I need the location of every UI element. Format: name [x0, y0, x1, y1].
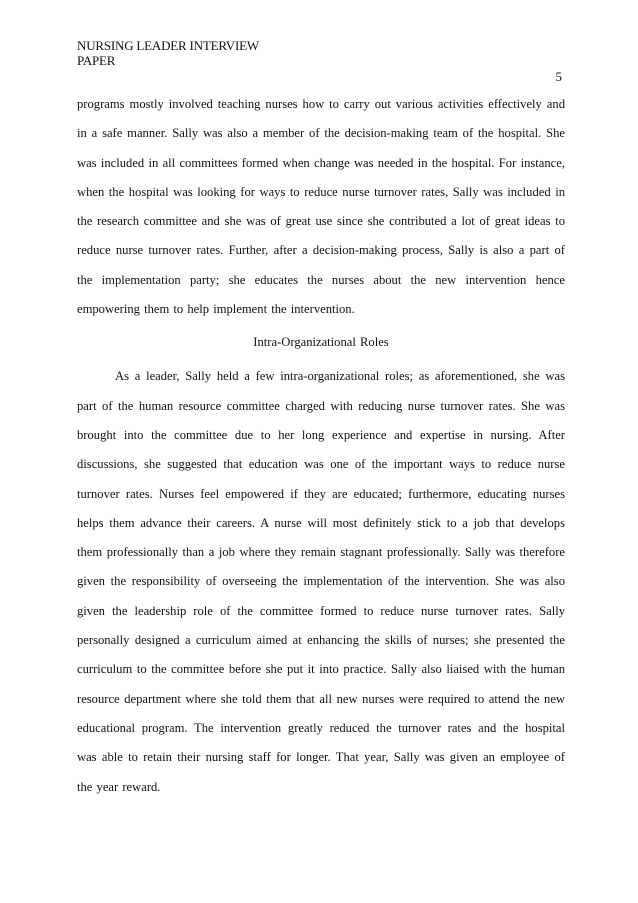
paragraph-line: the year reward. [77, 779, 161, 794]
paragraph-line: when the hospital was looking for ways to reduce nurse turnover rates, Sally was included in [77, 184, 565, 199]
paragraph-line: helps them advance their careers. A nurse will most definitely stick to a job that develops [77, 515, 565, 530]
paragraph-line: brought into the committee due to her long experience and expertise in nursing. After [77, 427, 565, 442]
paragraph-line: them professionally than a job where they remain stagnant professionally. Sally was therefore [77, 545, 565, 560]
paragraph-line: was included in all committees formed when change was needed in the hospital. For instance, [77, 155, 565, 170]
running-head [77, 38, 259, 68]
paragraph-line: given the leadership role of the committee formed to reduce nurse turnover rates. Sally [77, 603, 565, 618]
running-head-line-2: PAPER [77, 53, 116, 68]
paragraph-line: turnover rates. Nurses feel empowered if they are educated; furthermore, educating nurses [77, 486, 565, 501]
page-number: 5 [555, 69, 562, 84]
paragraph-line: programs mostly involved teaching nurses how to carry out various activities effectively and [77, 97, 565, 111]
body-text [77, 93, 565, 805]
paragraph-line: resource department where she told them that all new nurses were required to attend the new [77, 691, 565, 706]
paragraph-line: discussions, she suggested that education was one of the important ways to reduce nurse [77, 457, 565, 472]
paragraph-line: empowering them to help implement the intervention. [77, 302, 355, 317]
paragraph-line: reduce nurse turnover rates. Further, after a decision-making process, Sally is also a part of [77, 243, 565, 258]
paragraph-line: curriculum to the committee before she put it into practice. Sally also liaised with the human [77, 662, 565, 677]
paragraph-1 [77, 93, 565, 327]
paragraph-line: the implementation party; she educates the nurses about the new intervention hence [77, 272, 565, 287]
running-head-line-1: NURSING LEADER INTERVIEW [77, 38, 259, 53]
paragraph-line: in a safe manner. Sally was also a member of the decision-making team of the hospital. She [77, 126, 565, 141]
paragraph-2 [77, 365, 565, 804]
section-heading: Intra-Organizational Roles [253, 335, 389, 350]
paragraph-line: As a leader, Sally held a few intra-organizational roles; as aforementioned, she was [115, 369, 565, 384]
paragraph-line: given the responsibility of overseeing the implementation of the intervention. She was also [77, 574, 565, 589]
paragraph-line: the research committee and she was of great use since she contributed a lot of great ideas to [77, 214, 565, 229]
paragraph-line: personally designed a curriculum aimed at enhancing the skills of nurses; she presented the [77, 633, 565, 648]
paragraph-line: part of the human resource committee charged with reducing nurse turnover rates. She was [77, 398, 565, 413]
paragraph-line: was able to retain their nursing staff for longer. That year, Sally was given an employee of [77, 750, 565, 765]
paragraph-line: educational program. The intervention greatly reduced the turnover rates and the hospital [77, 720, 565, 735]
